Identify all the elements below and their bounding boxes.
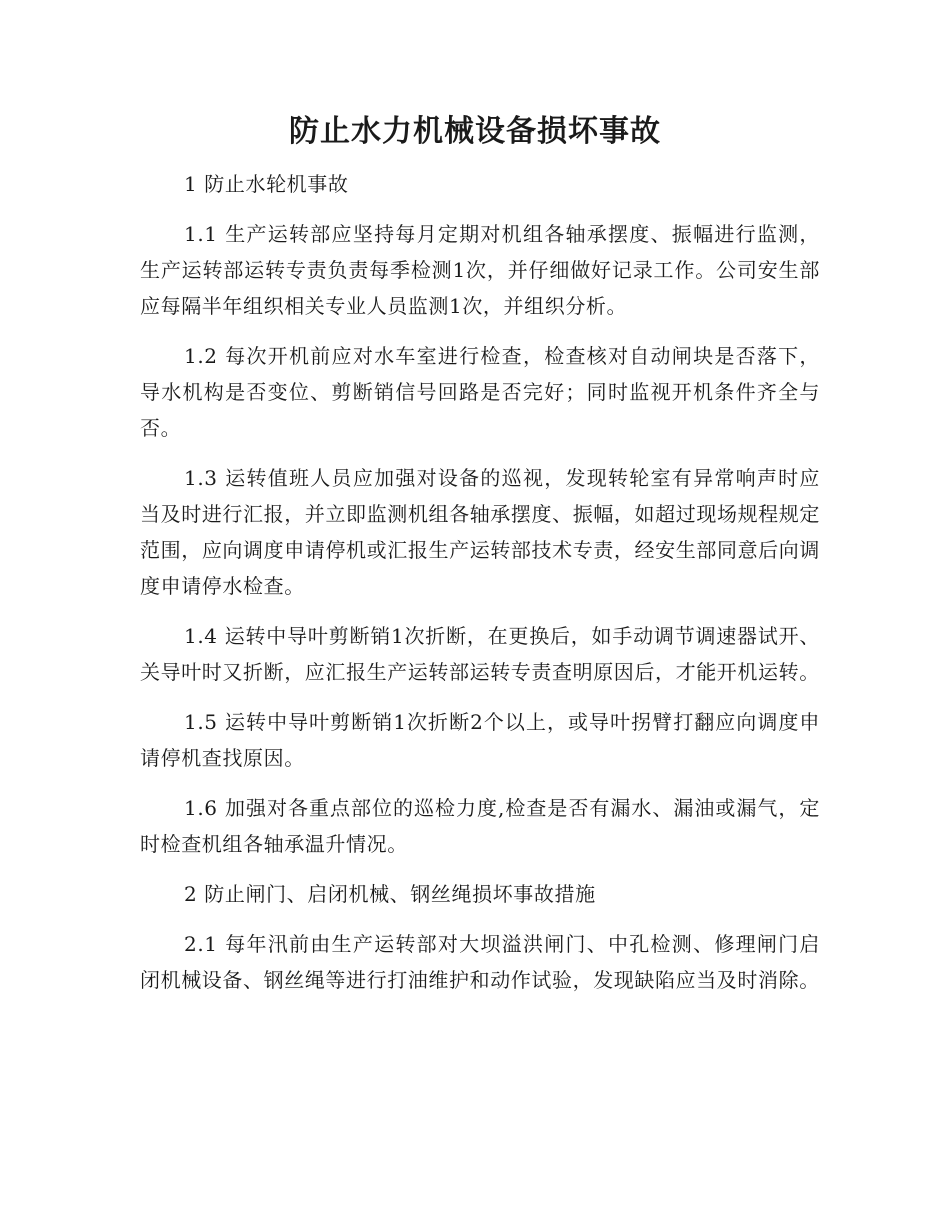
section-heading-2: 2 防止闸门、启闭机械、钢丝绳损坏事故措施	[184, 882, 596, 906]
paragraph-1-1: 1.1 生产运转部应坚持每月定期对机组各轴承摆度、振幅进行监测，生产运转部运转专责负责每季检测1次，并仔细做好记录工作。公司安生部应每隔半年组织相关专业人员监测1次，并组织分析。	[140, 222, 820, 318]
paragraph-2-1: 2.1 每年汛前由生产运转部对大坝溢洪闸门、中孔检测、修理闸门启闭机械设备、钢丝绳等进行打油维护和动作试验，发现缺陷应当及时消除。	[140, 932, 820, 992]
document-body	[140, 166, 820, 1012]
paragraph-1-4: 1.4 运转中导叶剪断销1次折断，在更换后，如手动调节调速器试开、关导叶时又折断，应汇报生产运转部运转专责查明原因后，才能开机运转。	[140, 624, 820, 684]
document-title: 防止水力机械设备损坏事故	[289, 114, 661, 149]
paragraph-1-6: 1.6 加强对各重点部位的巡检力度,检查是否有漏水、漏油或漏气，定时检查机组各轴承温升情况。	[140, 796, 820, 856]
paragraph-1-3: 1.3 运转值班人员应加强对设备的巡视，发现转轮室有异常响声时应当及时进行汇报，并立即监测机组各轴承摆度、振幅，如超过现场规程规定范围，应向调度申请停机或汇报生产运转部技术专责，经安生部同意后向调度申请停水检查。	[140, 466, 820, 598]
section-heading-1: 1 防止水轮机事故	[184, 172, 349, 196]
paragraph-1-2: 1.2 每次开机前应对水车室进行检查，检查核对自动闸块是否落下，导水机构是否变位、剪断销信号回路是否完好；同时监视开机条件齐全与否。	[140, 344, 820, 440]
paragraph-1-5: 1.5 运转中导叶剪断销1次折断2个以上，或导叶拐臂打翻应向调度申请停机查找原因。	[140, 710, 820, 770]
